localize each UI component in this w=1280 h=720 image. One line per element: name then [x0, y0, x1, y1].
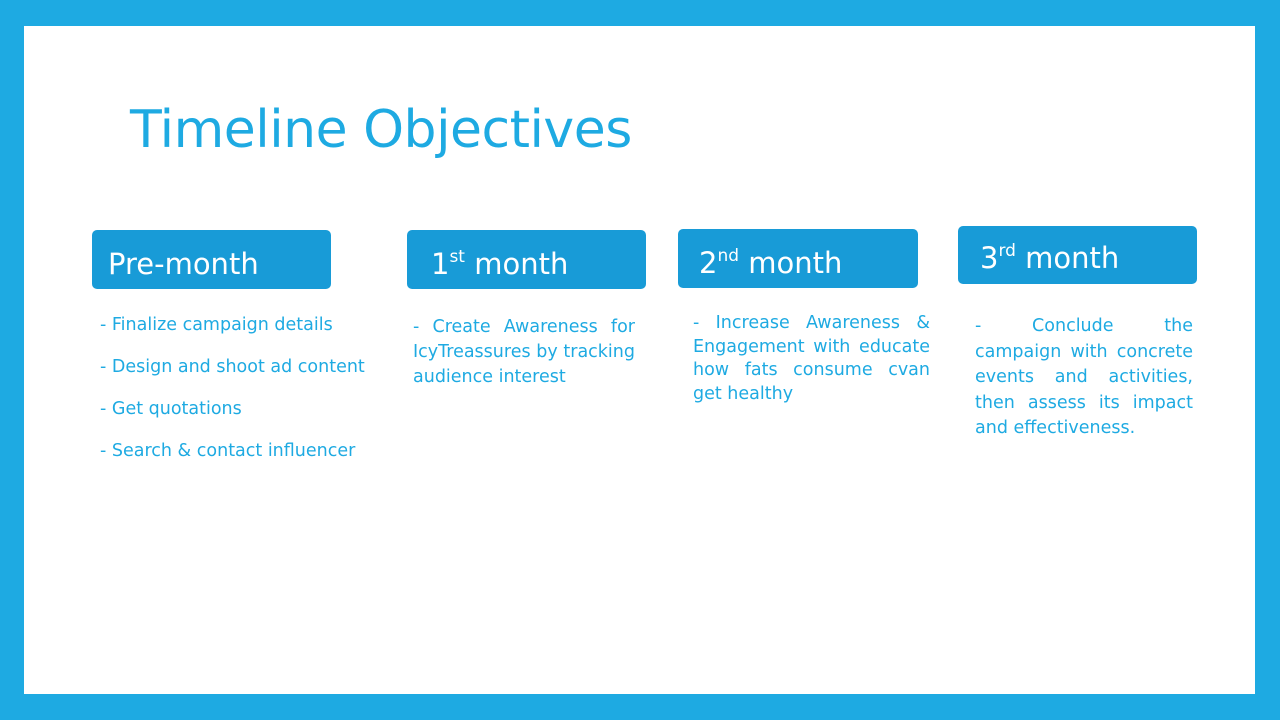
phase-header-3rd-month — [958, 226, 1197, 284]
list-item: - Search & contact influencer — [100, 441, 356, 461]
slide-title: Timeline Objectives — [130, 100, 632, 160]
phase-description-2nd-month — [693, 312, 930, 406]
list-item: - Get quotations — [100, 399, 242, 419]
phase-label: month — [464, 247, 569, 281]
slide — [24, 26, 1255, 694]
phase-description: - Increase Awareness & Engagement with educate how fats consume cvan get healthy — [693, 313, 930, 404]
phase-header-2nd-month — [678, 229, 918, 288]
phase-number: 3 — [980, 241, 999, 275]
phase-description: - Create Awareness for IcyTreassures by tracking audience interest — [413, 317, 635, 387]
phase-label: month — [1015, 241, 1120, 275]
phase-ordinal-suffix: rd — [998, 241, 1016, 261]
phase-number: 1 — [431, 247, 450, 281]
phase-label: Pre-month — [108, 247, 259, 281]
phase-number: 2 — [699, 246, 718, 280]
phase-label: month — [739, 246, 843, 280]
phase-header-pre-month — [92, 230, 331, 289]
phase-ordinal-suffix: nd — [717, 246, 740, 266]
list-item: - Design and shoot ad content — [100, 357, 365, 377]
phase-ordinal-suffix: st — [449, 247, 465, 267]
phase-header-1st-month — [407, 230, 646, 289]
list-item: - Finalize campaign details — [100, 315, 333, 335]
phase-items-pre-month — [100, 313, 390, 481]
phase-description-1st-month — [413, 315, 635, 390]
phase-description: - Conclude the campaign with concrete events and activities, then assess its impact and effectiveness. — [975, 316, 1193, 438]
phase-description-3rd-month — [975, 314, 1193, 442]
